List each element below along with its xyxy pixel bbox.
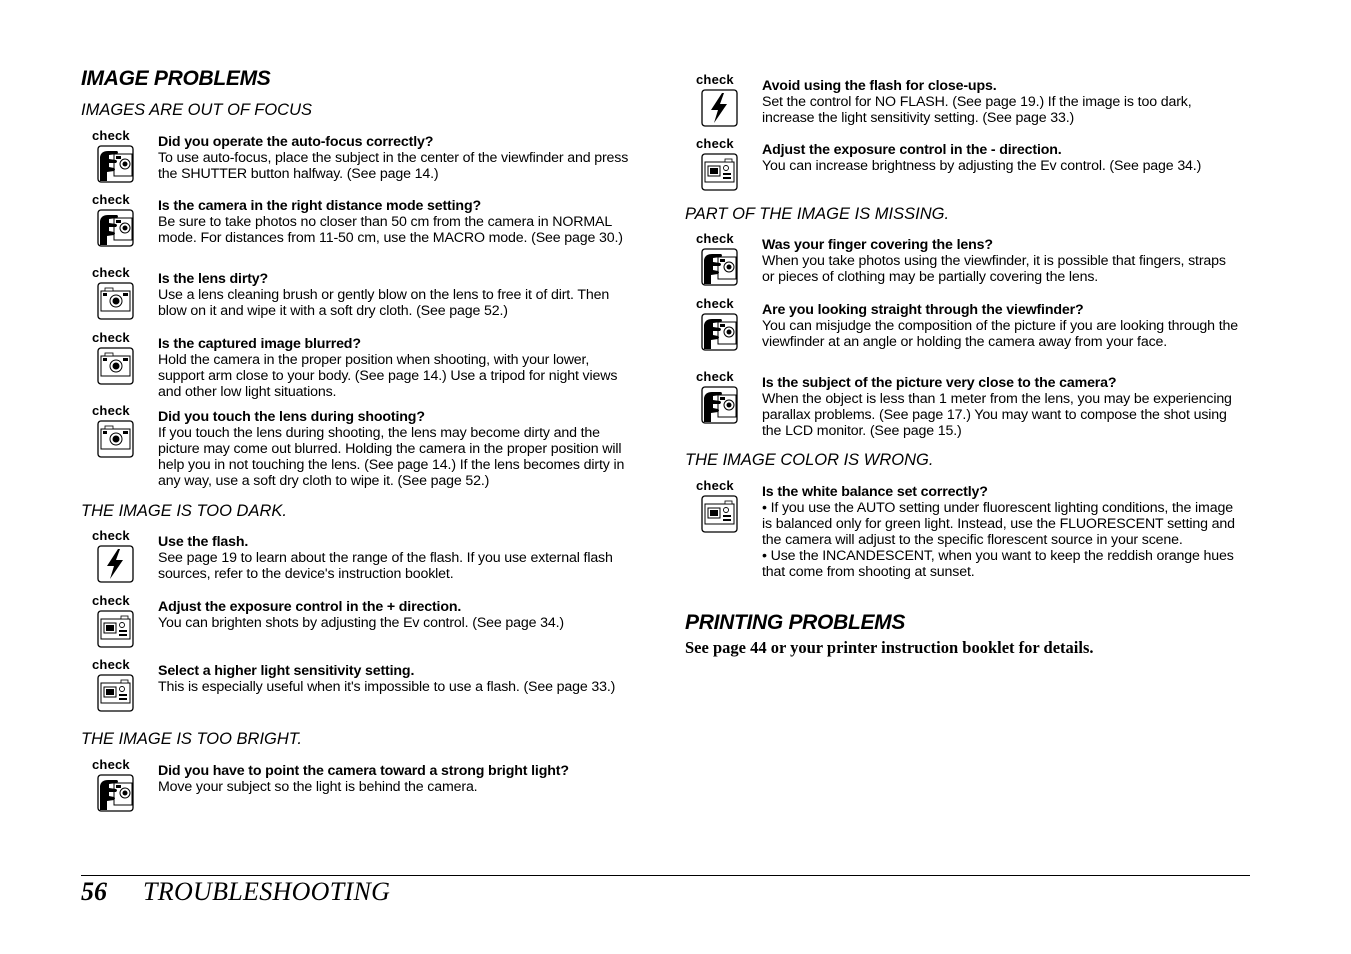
camera-back-icon xyxy=(97,610,134,648)
check-question: Select a higher light sensitivity setting. xyxy=(158,663,415,679)
check-answer: To use auto-focus, place the subject in the center of the viewfinder and press the SHUTTER button halfway. (See page 14.) xyxy=(158,150,629,182)
check-answer: You can brighten shots by adjusting the Ev control. (See page 34.) xyxy=(158,615,565,631)
page-number: 56 xyxy=(81,877,107,906)
hand-camera-icon xyxy=(97,145,134,183)
check-label: check xyxy=(696,369,734,384)
check-label: check xyxy=(92,192,130,207)
check-answer: This is especially useful when it's impossible to use a flash. (See page 33.) xyxy=(158,679,616,695)
check-label: check xyxy=(92,128,130,143)
check-label: check xyxy=(92,265,130,280)
hand-camera-icon xyxy=(97,774,134,812)
check-question: Did you have to point the camera toward a strong bright light? xyxy=(158,763,569,779)
heading-printing-problems: PRINTING PROBLEMS xyxy=(685,611,906,634)
camera-front-icon xyxy=(97,347,134,385)
check-question: Adjust the exposure control in the - direction. xyxy=(762,142,1062,158)
check-answer: If you touch the lens during shooting, the lens may become dirty and the picture may come out blurred. Holding the camera in the proper position will help you in not touching the lens. (See page 14.) If the lens becomes dirty in any way, use a soft dry cloth to wipe it. (See page 52.) xyxy=(158,425,625,489)
subheading-color-wrong: THE IMAGE COLOR IS WRONG. xyxy=(685,451,934,469)
check-label: check xyxy=(696,72,734,87)
check-question: Adjust the exposure control in the + direction. xyxy=(158,599,462,615)
check-question: Use the flash. xyxy=(158,534,249,550)
check-question: Is the lens dirty? xyxy=(158,271,269,287)
check-question: Is the camera in the right distance mode setting? xyxy=(158,198,481,214)
check-answer: Use a lens cleaning brush or gently blow on the lens to free it of dirt. Then blow on it and wipe it with a soft dry cloth. (See page 52.) xyxy=(158,287,610,319)
heading-image-problems: IMAGE PROBLEMS xyxy=(81,67,271,90)
flash-icon xyxy=(701,89,738,127)
hand-camera-icon xyxy=(701,313,738,351)
camera-back-icon xyxy=(97,674,134,712)
check-label: check xyxy=(92,593,130,608)
hand-camera-icon xyxy=(701,248,738,286)
check-label: check xyxy=(92,528,130,543)
check-answer: See page 19 to learn about the range of the flash. If you use external flash sources, refer to the device's instruction booklet. xyxy=(158,550,613,582)
camera-back-icon xyxy=(701,153,738,191)
check-label: check xyxy=(696,231,734,246)
check-answer: Be sure to take photos no closer than 50 cm from the camera in NORMAL mode. For distances from 11-50 cm, use the MACRO mode. (See page 30.) xyxy=(158,214,623,246)
check-question: Did you operate the auto-focus correctly? xyxy=(158,134,434,150)
subheading-too-bright: THE IMAGE IS TOO BRIGHT. xyxy=(81,730,302,748)
camera-back-icon xyxy=(701,495,738,533)
footer-rule xyxy=(81,875,1250,876)
check-question: Avoid using the flash for close-ups. xyxy=(762,78,997,94)
check-answer: Hold the camera in the proper position when shooting, with your lower, support arm close to your body. (See page 14.) Use a tripod for night views and other low light situations. xyxy=(158,352,618,400)
check-label: check xyxy=(92,657,130,672)
check-label: check xyxy=(92,403,130,418)
subheading-out-of-focus: IMAGES ARE OUT OF FOCUS xyxy=(81,101,313,119)
hand-camera-icon xyxy=(701,386,738,424)
printing-note: See page 44 or your printer instruction booklet for details. xyxy=(685,638,1094,657)
check-question: Is the white balance set correctly? xyxy=(762,484,988,500)
check-answer: • If you use the AUTO setting under fluorescent lighting conditions, the image is balanced only for green light. Instead, use the FLUORESCENT setting and the camera will adjust to the specific florescent source in your scene. xyxy=(762,500,1235,548)
subheading-image-missing: PART OF THE IMAGE IS MISSING. xyxy=(685,205,950,223)
check-question: Did you touch the lens during shooting? xyxy=(158,409,425,425)
camera-front-icon xyxy=(97,420,134,458)
check-question: Is the subject of the picture very close to the camera? xyxy=(762,375,1117,391)
check-label: check xyxy=(92,757,130,772)
check-answer: You can increase brightness by adjusting the Ev control. (See page 34.) xyxy=(762,158,1202,174)
check-answer: You can misjudge the composition of the picture if you are looking through the viewfinder at an angle or holding the camera away from your face. xyxy=(762,318,1238,350)
subheading-too-dark: THE IMAGE IS TOO DARK. xyxy=(81,502,287,520)
camera-front-icon xyxy=(97,282,134,320)
check-question: Are you looking straight through the viewfinder? xyxy=(762,302,1084,318)
check-question: Was your finger covering the lens? xyxy=(762,237,993,253)
check-answer-extra: • Use the INCANDESCENT, when you want to keep the reddish orange hues that come from shooting at sunset. xyxy=(762,548,1234,580)
check-label: check xyxy=(696,136,734,151)
check-answer: Move your subject so the light is behind the camera. xyxy=(158,779,478,795)
check-answer: When you take photos using the viewfinder, it is possible that fingers, straps or pieces of clothing may be partially covering the lens. xyxy=(762,253,1226,285)
check-answer: When the object is less than 1 meter from the lens, you may be experiencing parallax problems. (See page 17.) You may want to compose the shot using the LCD monitor. (See page 15.) xyxy=(762,391,1232,439)
check-answer: Set the control for NO FLASH. (See page 19.) If the image is too dark, increase the light sensitivity setting. (See page 33.) xyxy=(762,94,1192,126)
hand-camera-icon xyxy=(97,209,134,247)
check-question: Is the captured image blurred? xyxy=(158,336,361,352)
section-title: TROUBLESHOOTING xyxy=(143,877,391,906)
check-label: check xyxy=(696,296,734,311)
check-label: check xyxy=(696,478,734,493)
check-label: check xyxy=(92,330,130,345)
flash-icon xyxy=(97,545,134,583)
